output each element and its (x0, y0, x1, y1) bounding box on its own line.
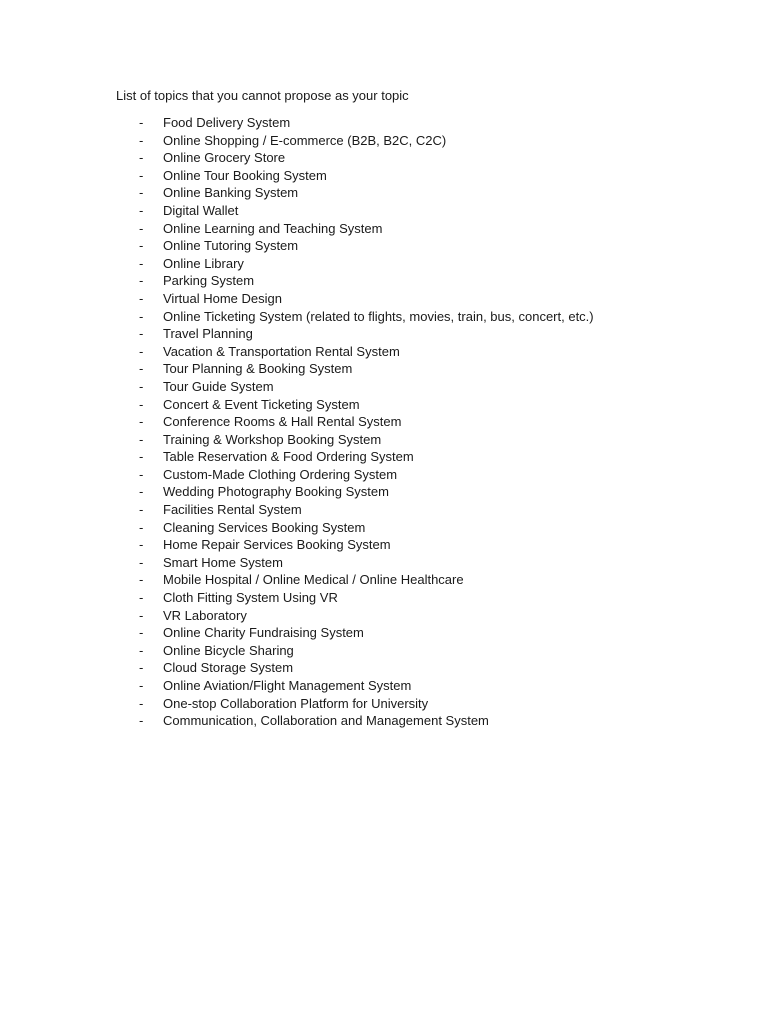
topic-label: Online Shopping / E-commerce (B2B, B2C, C2C) (163, 132, 447, 148)
topic-label: VR Laboratory (163, 607, 247, 623)
list-bullet: - (139, 431, 144, 447)
topic-label: Vacation & Transportation Rental System (163, 343, 400, 359)
topic-label: Online Charity Fundraising System (163, 625, 364, 641)
topic-label: Cloth Fitting System Using VR (163, 590, 338, 606)
topic-label: Smart Home System (163, 554, 283, 570)
topic-label: Tour Planning & Booking System (163, 361, 353, 377)
list-bullet: - (139, 220, 144, 236)
topic-label: Digital Wallet (163, 202, 239, 218)
list-bullet: - (139, 378, 144, 394)
list-bullet: - (139, 625, 144, 641)
topic-label: Food Delivery System (163, 115, 291, 130)
topic-label: Custom-Made Clothing Ordering System (163, 466, 398, 482)
list-bullet: - (139, 695, 144, 711)
topic-label: Concert & Event Ticketing System (163, 396, 360, 412)
topic-label: Online Banking System (163, 185, 299, 201)
list-bullet: - (139, 519, 144, 535)
topic-label: Travel Planning (163, 326, 253, 342)
list-bullet: - (139, 449, 144, 465)
topic-label: Cloud Storage System (163, 660, 294, 676)
topic-label: Wedding Photography Booking System (163, 484, 389, 500)
topic-label: Online Learning and Teaching System (163, 220, 383, 236)
topic-label: Conference Rooms & Hall Rental System (163, 414, 402, 430)
list-bullet: - (139, 713, 144, 729)
topic-label: Online Aviation/Flight Management System (163, 678, 412, 693)
topic-label: Tour Guide System (163, 378, 274, 394)
topic-label: One-stop Collaboration Platform for University (163, 695, 429, 711)
list-bullet: - (139, 150, 144, 166)
list-bullet: - (139, 466, 144, 482)
list-bullet: - (139, 326, 144, 342)
list-bullet: - (139, 132, 144, 148)
list-bullet: - (139, 537, 144, 553)
topic-label: Online Library (163, 255, 244, 271)
topic-label: Online Tutoring System (163, 238, 299, 254)
topic-label: Table Reservation & Food Ordering System (163, 449, 414, 465)
topic-label: Training & Workshop Booking System (163, 431, 382, 447)
list-bullet: - (139, 255, 144, 271)
list-bullet: - (139, 607, 144, 623)
topic-label: Home Repair Services Booking System (163, 537, 391, 553)
list-bullet: - (139, 642, 144, 658)
topic-label: Cleaning Services Booking System (163, 519, 366, 535)
topic-label: Online Grocery Store (163, 150, 286, 166)
list-bullet: - (139, 185, 144, 201)
list-bullet: - (139, 167, 144, 183)
topic-label: Mobile Hospital / Online Medical / Online Healthcare (163, 572, 464, 588)
list-bullet: - (139, 308, 144, 324)
list-bullet: - (139, 678, 144, 693)
list-bullet: - (139, 115, 144, 130)
topic-label: Parking System (163, 273, 255, 289)
topic-label: Facilities Rental System (163, 502, 302, 518)
topic-label: Online Bicycle Sharing (163, 642, 294, 658)
list-bullet: - (139, 660, 144, 676)
list-bullet: - (139, 343, 144, 359)
list-bullet: - (139, 273, 144, 289)
list-bullet: - (139, 572, 144, 588)
topic-label: Communication, Collaboration and Management System (163, 713, 489, 729)
document-heading: List of topics that you cannot propose as your topic (116, 88, 409, 103)
list-bullet: - (139, 361, 144, 377)
topic-label: Online Tour Booking System (163, 167, 327, 183)
list-bullet: - (139, 590, 144, 606)
list-bullet: - (139, 238, 144, 254)
list-bullet: - (139, 484, 144, 500)
list-bullet: - (139, 202, 144, 218)
list-bullet: - (139, 290, 144, 306)
topic-label: Virtual Home Design (163, 290, 282, 306)
topic-label: Online Ticketing System (related to flights, movies, train, bus, concert, etc.) (163, 308, 594, 324)
list-bullet: - (139, 554, 144, 570)
list-bullet: - (139, 396, 144, 412)
list-bullet: - (139, 414, 144, 430)
list-bullet: - (139, 502, 144, 518)
